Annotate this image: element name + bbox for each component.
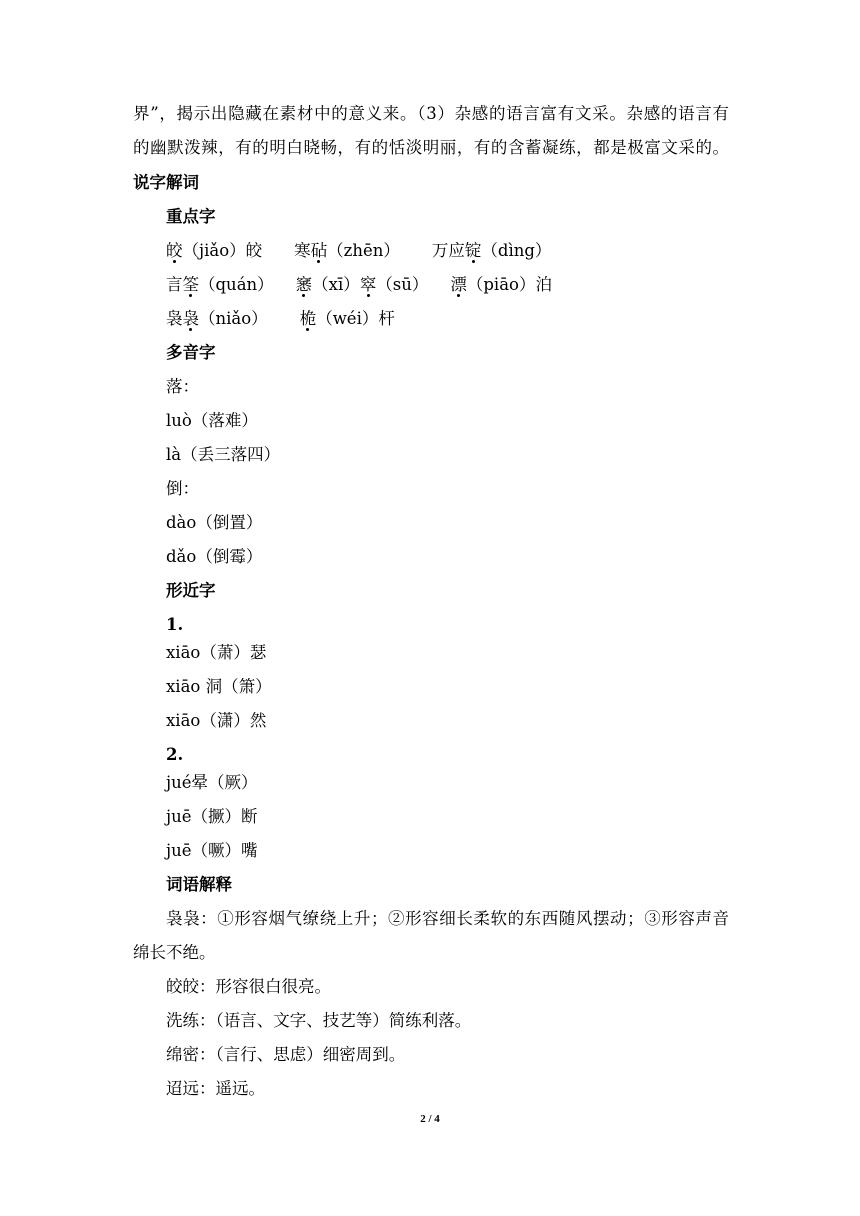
similar-item: juē（撅）断 [166, 807, 258, 826]
polyphonic-char-1: 落： [166, 377, 199, 396]
vocab-entry: 皎皎：形容很白很亮。 [166, 977, 331, 996]
key-char-item: 袅袅（niǎo） [166, 309, 268, 328]
key-char-item: 皎（jiǎo）皎 [166, 241, 263, 260]
similar-group-number: 2. [166, 745, 184, 764]
similar-item: xiāo 洞（箫） [166, 677, 272, 696]
polyphonic-reading: dào（倒置） [166, 513, 263, 532]
vocab-entry: 绵密：（言行、思虑）细密周到。 [166, 1045, 406, 1064]
similar-group-number: 1. [166, 615, 184, 634]
intro-line-1: 界”，揭示出隐藏在素材中的意义来。（3）杂感的语言富有文采。杂感的语言有 [133, 104, 729, 123]
similar-item: jué晕（厥） [166, 773, 258, 792]
vocab-entry: 袅袅：①形容烟气缭绕上升；②形容细长柔软的东西随风摆动；③形容声音 [166, 909, 729, 928]
key-char-item: 万应锭（dìng） [431, 241, 552, 260]
polyphonic-reading: luò（落难） [166, 411, 258, 430]
key-chars-heading: 重点字 [166, 207, 216, 226]
similar-item: xiāo（萧）瑟 [166, 643, 267, 662]
similar-item: xiāo（潇）然 [166, 711, 267, 730]
key-char-item: 窣（sū） [359, 275, 429, 294]
vocab-entry: 洗练：（语言、文字、技艺等）简练利落。 [166, 1011, 472, 1030]
polyphonic-reading: là（丢三落四） [166, 445, 281, 464]
key-char-item: 言筌（quán） [166, 275, 274, 294]
key-chars-row-2 [166, 274, 552, 296]
key-char-item: 窸（xī） [295, 275, 360, 294]
vocab-heading: 词语解释 [166, 875, 232, 894]
key-chars-row-3 [166, 308, 395, 330]
page-number: 2 / 4 [420, 1113, 440, 1125]
intro-line-2: 的幽默泼辣，有的明白晓畅，有的恬淡明丽，有的含蓄凝练，都是极富文采的。 [133, 138, 729, 157]
similar-item: juē（噘）嘴 [166, 841, 258, 860]
key-chars-row-1 [166, 240, 551, 262]
key-char-item: 桅（wéi）杆 [299, 309, 395, 328]
polyphonic-reading: dǎo（倒霉） [166, 547, 263, 566]
key-char-item: 漂（piāo）泊 [450, 275, 552, 294]
vocab-entry: 迢远：遥远。 [166, 1079, 265, 1098]
similar-heading: 形近字 [166, 581, 216, 600]
section-title: 说字解词 [133, 173, 199, 192]
polyphonic-heading: 多音字 [166, 343, 216, 362]
polyphonic-char-2: 倒： [166, 479, 199, 498]
vocab-entry-continued: 绵长不绝。 [133, 943, 216, 962]
key-char-item: 寒砧（zhēn） [294, 241, 400, 260]
